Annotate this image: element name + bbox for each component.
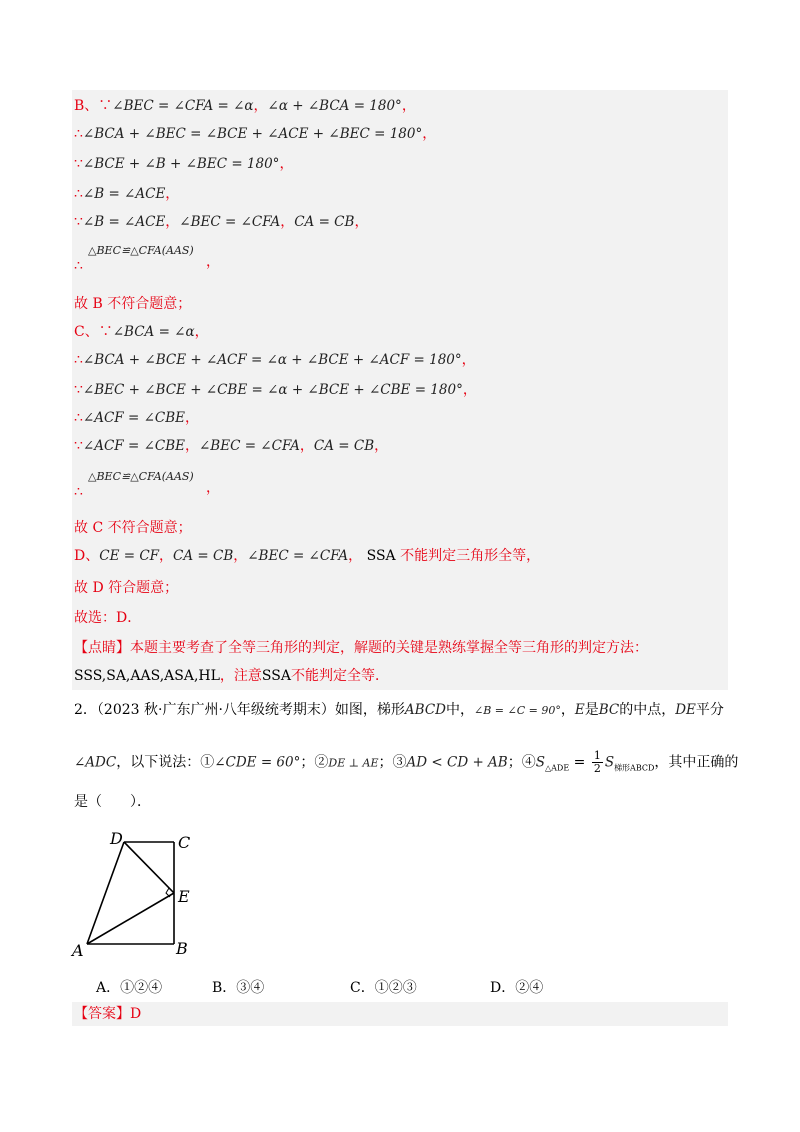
sol-comment: 【点睛】本题主要考查了全等三角形的判定，解题的关键是熟练掌握全等三角形的判定方法： (74, 640, 648, 656)
segment-de (124, 842, 174, 893)
fraction-one-half: $\frac{1}{2}$ (593, 749, 601, 775)
sol-choice: 故选：D． (74, 610, 142, 626)
sol-c-line5: ∵∠ACF = ∠CBE，∠BEC = ∠CFA，CA = CB， (74, 438, 389, 454)
sol-b-line6: ∴ (74, 258, 83, 274)
label-c: C (178, 833, 191, 852)
option-a[interactable]: A．①②④ (96, 980, 163, 996)
question-line3: 是（ ）． (74, 794, 151, 810)
option-b[interactable]: B．③④ (212, 980, 265, 996)
sol-b-line3: ∵∠BCE + ∠B + ∠BEC = 180°， (74, 156, 294, 172)
sol-c-line6: ∴ (74, 484, 83, 500)
option-c[interactable]: C．①②③ (350, 980, 417, 996)
sol-b-line4: ∴∠B = ∠ACE， (74, 186, 180, 202)
sol-c-line4: ∴∠ACF = ∠CBE， (74, 410, 199, 426)
sol-c-line1: C、∵∠BCA = ∠α， (74, 324, 209, 340)
sol-c-line2: ∴∠BCA + ∠BCE + ∠ACF = ∠α + ∠BCE + ∠ACF = 180°， (74, 352, 476, 368)
label-e: E (178, 887, 190, 906)
sol-b-line5: ∵∠B = ∠ACE，∠BEC = ∠CFA，CA = CB， (74, 214, 369, 230)
label-a: A (72, 941, 84, 960)
segment-ae (87, 893, 174, 944)
sol-c-line6-end: ， (206, 480, 220, 496)
answer-line: 【答案】D (74, 1006, 142, 1022)
trapezoid-figure (70, 826, 210, 966)
question-line2: ∠ADC，以下说法：①∠CDE = 60°；②DE ⊥ AE；③AD < CD + AB；$④S_{\triangle ADE}$ = $\frac{1}{2}$ $S_{梯形ABCD}$，其中正确的 (74, 749, 739, 775)
sol-d-line: D、CE = CF，CA = CB，∠BEC = ∠CFA， SSA 不能判定三角形全等， (74, 548, 541, 564)
option-d[interactable]: D．②④ (490, 980, 544, 996)
sol-c-conclusion: 故 C 不符合题意； (74, 520, 192, 536)
sol-d-conclusion: 故 D 符合题意； (74, 580, 179, 596)
sol-b-conclusion: 故 B 不符合题意； (74, 296, 192, 312)
answer-background (72, 1002, 728, 1026)
sol-b-line1: B、∵∠BEC = ∠CFA = ∠α，∠α + ∠BCA = 180°， (74, 98, 416, 114)
sol-c-line3: ∵∠BEC + ∠BCE + ∠CBE = ∠α + ∠BCE + ∠CBE = 180°， (74, 382, 477, 398)
label-b: B (176, 939, 188, 958)
segment-ad (87, 842, 124, 944)
label-d: D (110, 829, 123, 848)
sol-c-line6-math: △BEC≌△CFA(AAS) (88, 470, 194, 483)
question-line1: 2．（2023 秋·广东广州·八年级统考期末）如图，梯形ABCD中，∠B = ∠C = 90°，E是BC的中点，DE平分 (74, 702, 724, 718)
sol-b-line2: ∴∠BCA + ∠BEC = ∠BCE + ∠ACE + ∠BEC = 180°， (74, 126, 437, 142)
sol-comment-methods: SSS,SA,AAS,ASA,HL，注意SSA不能判定全等． (74, 668, 389, 684)
sol-b-line6-math: △BEC≌△CFA(AAS) (88, 244, 194, 257)
sol-b-line6-end: ， (206, 254, 220, 270)
